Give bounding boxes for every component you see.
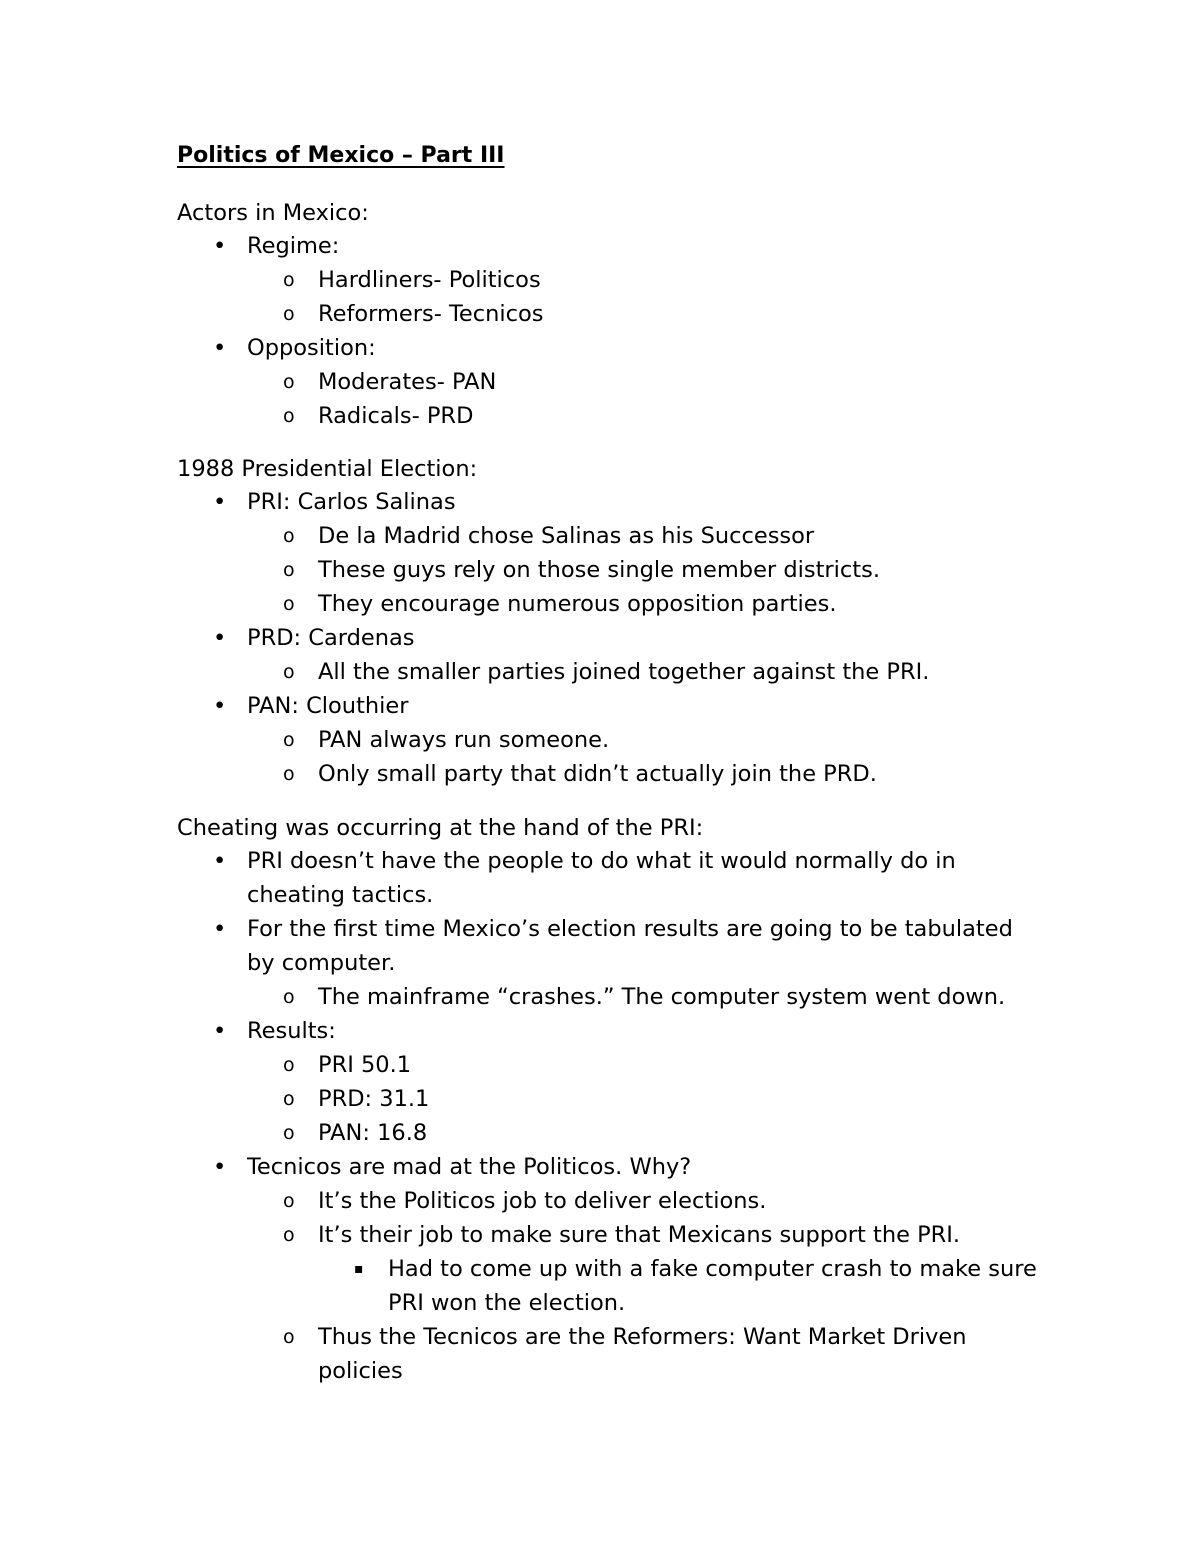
sub-list-item-text: Thus the Tecnicos are the Reformers: Want Market Driven policies — [318, 1324, 967, 1384]
sub-bullet-marker: o — [283, 405, 295, 427]
sub-bullet-marker: o — [283, 729, 295, 751]
sub-list-item-text: PAN: 16.8 — [318, 1120, 428, 1146]
sub-list-item — [177, 399, 1037, 433]
section-heading: 1988 Presidential Election: — [177, 456, 478, 482]
sub-list — [247, 263, 1037, 331]
sub-bullet-marker: o — [283, 269, 295, 291]
sub-list-item-text: It’s their job to make sure that Mexicans support the PRI. — [318, 1222, 961, 1248]
list-item — [177, 689, 1037, 791]
list-item — [177, 331, 1037, 433]
sub-list-item-text: Radicals- PRD — [318, 403, 474, 429]
list-item-text: PRI doesn’t have the people to do what it would normally do in cheating tactics. — [247, 848, 956, 908]
page-title: Politics of Mexico – Part III — [177, 143, 505, 168]
sub-list-item-text: De la Madrid chose Salinas as his Successor — [318, 523, 815, 549]
sub-list — [247, 519, 1037, 621]
sub-bullet-marker: o — [283, 1122, 295, 1144]
list-item — [177, 1150, 1037, 1388]
sub-list-item — [177, 263, 1037, 297]
list-item — [177, 912, 1037, 1014]
list-item-text: Regime: — [247, 233, 340, 259]
list-item — [177, 844, 1037, 912]
sub-bullet-marker: o — [283, 593, 295, 615]
section-heading: Actors in Mexico: — [177, 200, 369, 226]
sub-list — [247, 980, 1037, 1014]
section-cheating — [177, 813, 1037, 1388]
sub-list-item-text: Moderates- PAN — [318, 369, 497, 395]
bullet-list — [177, 229, 1037, 433]
list-item — [177, 621, 1037, 689]
sub-bullet-marker: o — [283, 525, 295, 547]
sub-list-item — [177, 587, 1037, 621]
sub-list-item — [177, 757, 1037, 791]
section-1988-election — [177, 454, 1037, 791]
sub-list-item-text: The mainframe “crashes.” The computer system went down. — [318, 984, 1006, 1010]
bullet-marker: • — [213, 489, 227, 515]
sub-list-item — [177, 1218, 1037, 1320]
list-item — [177, 485, 1037, 621]
list-item-text: PRD: Cardenas — [247, 625, 415, 651]
sub-bullet-marker: o — [283, 1054, 295, 1076]
sub-list-item-text: These guys rely on those single member districts. — [318, 557, 880, 583]
sub-list-item — [177, 1082, 1037, 1116]
section-actors — [177, 198, 1037, 433]
list-item-text: Results: — [247, 1018, 336, 1044]
sub-list-item — [177, 655, 1037, 689]
sub-list — [247, 365, 1037, 433]
sub-list-item-text: PRD: 31.1 — [318, 1086, 430, 1112]
bullet-list — [177, 485, 1037, 791]
sub-bullet-marker: o — [283, 661, 295, 683]
sub-list-item-text: They encourage numerous opposition parties. — [318, 591, 837, 617]
sub-list-item — [177, 1184, 1037, 1218]
sub-list-item — [177, 297, 1037, 331]
sub-bullet-marker: o — [283, 559, 295, 581]
sub-list — [247, 1048, 1037, 1150]
sub-bullet-marker: o — [283, 371, 295, 393]
bullet-marker: • — [213, 916, 227, 942]
sub-bullet-marker: o — [283, 986, 295, 1008]
bullet-marker: • — [213, 693, 227, 719]
sub-bullet-marker: o — [283, 303, 295, 325]
bullet-marker: • — [213, 625, 227, 651]
list-item-text: PAN: Clouthier — [247, 693, 409, 719]
sub-bullet-marker: o — [283, 763, 295, 785]
sub-list-item — [177, 365, 1037, 399]
sub-list-item-text: PAN always run someone. — [318, 727, 610, 753]
bullet-marker: • — [213, 335, 227, 361]
bullet-marker: • — [213, 233, 227, 259]
sub-sub-list-item — [177, 1252, 1037, 1320]
list-item-text: Tecnicos are mad at the Politicos. Why? — [247, 1154, 692, 1180]
list-item — [177, 1014, 1037, 1150]
sub-list-item — [177, 980, 1037, 1014]
list-item-text: For the first time Mexico’s election results are going to be tabulated by computer. — [247, 916, 1013, 976]
sub-list-item — [177, 723, 1037, 757]
sub-list-item — [177, 1320, 1037, 1388]
sub-list-item-text: It’s the Politicos job to deliver elections. — [318, 1188, 767, 1214]
sub-list-item-text: Reformers- Tecnicos — [318, 301, 544, 327]
sub-list-item — [177, 519, 1037, 553]
square-bullet-marker: ▪ — [354, 1261, 364, 1277]
sub-list-item-text: Only small party that didn’t actually join the PRD. — [318, 761, 877, 787]
list-item — [177, 229, 1037, 331]
sub-list-item — [177, 553, 1037, 587]
list-item-text: Opposition: — [247, 335, 376, 361]
section-heading: Cheating was occurring at the hand of the PRI: — [177, 815, 704, 841]
sub-sub-list — [318, 1252, 1037, 1320]
sub-bullet-marker: o — [283, 1190, 295, 1212]
sub-bullet-marker: o — [283, 1088, 295, 1110]
bullet-marker: • — [213, 1018, 227, 1044]
sub-list-item — [177, 1116, 1037, 1150]
sub-list — [247, 1184, 1037, 1388]
sub-list — [247, 655, 1037, 689]
sub-sub-list-item-text: Had to come up with a fake computer crash to make sure PRI won the election. — [388, 1256, 1037, 1316]
sub-list-item-text: Hardliners- Politicos — [318, 267, 541, 293]
bullet-list — [177, 844, 1037, 1388]
sub-bullet-marker: o — [283, 1326, 295, 1348]
bullet-marker: • — [213, 1154, 227, 1180]
sub-list-item — [177, 1048, 1037, 1082]
sub-list — [247, 723, 1037, 791]
list-item-text: PRI: Carlos Salinas — [247, 489, 456, 515]
sub-list-item-text: All the smaller parties joined together against the PRI. — [318, 659, 930, 685]
sub-list-item-text: PRI 50.1 — [318, 1052, 412, 1078]
sub-bullet-marker: o — [283, 1224, 295, 1246]
bullet-marker: • — [213, 848, 227, 874]
